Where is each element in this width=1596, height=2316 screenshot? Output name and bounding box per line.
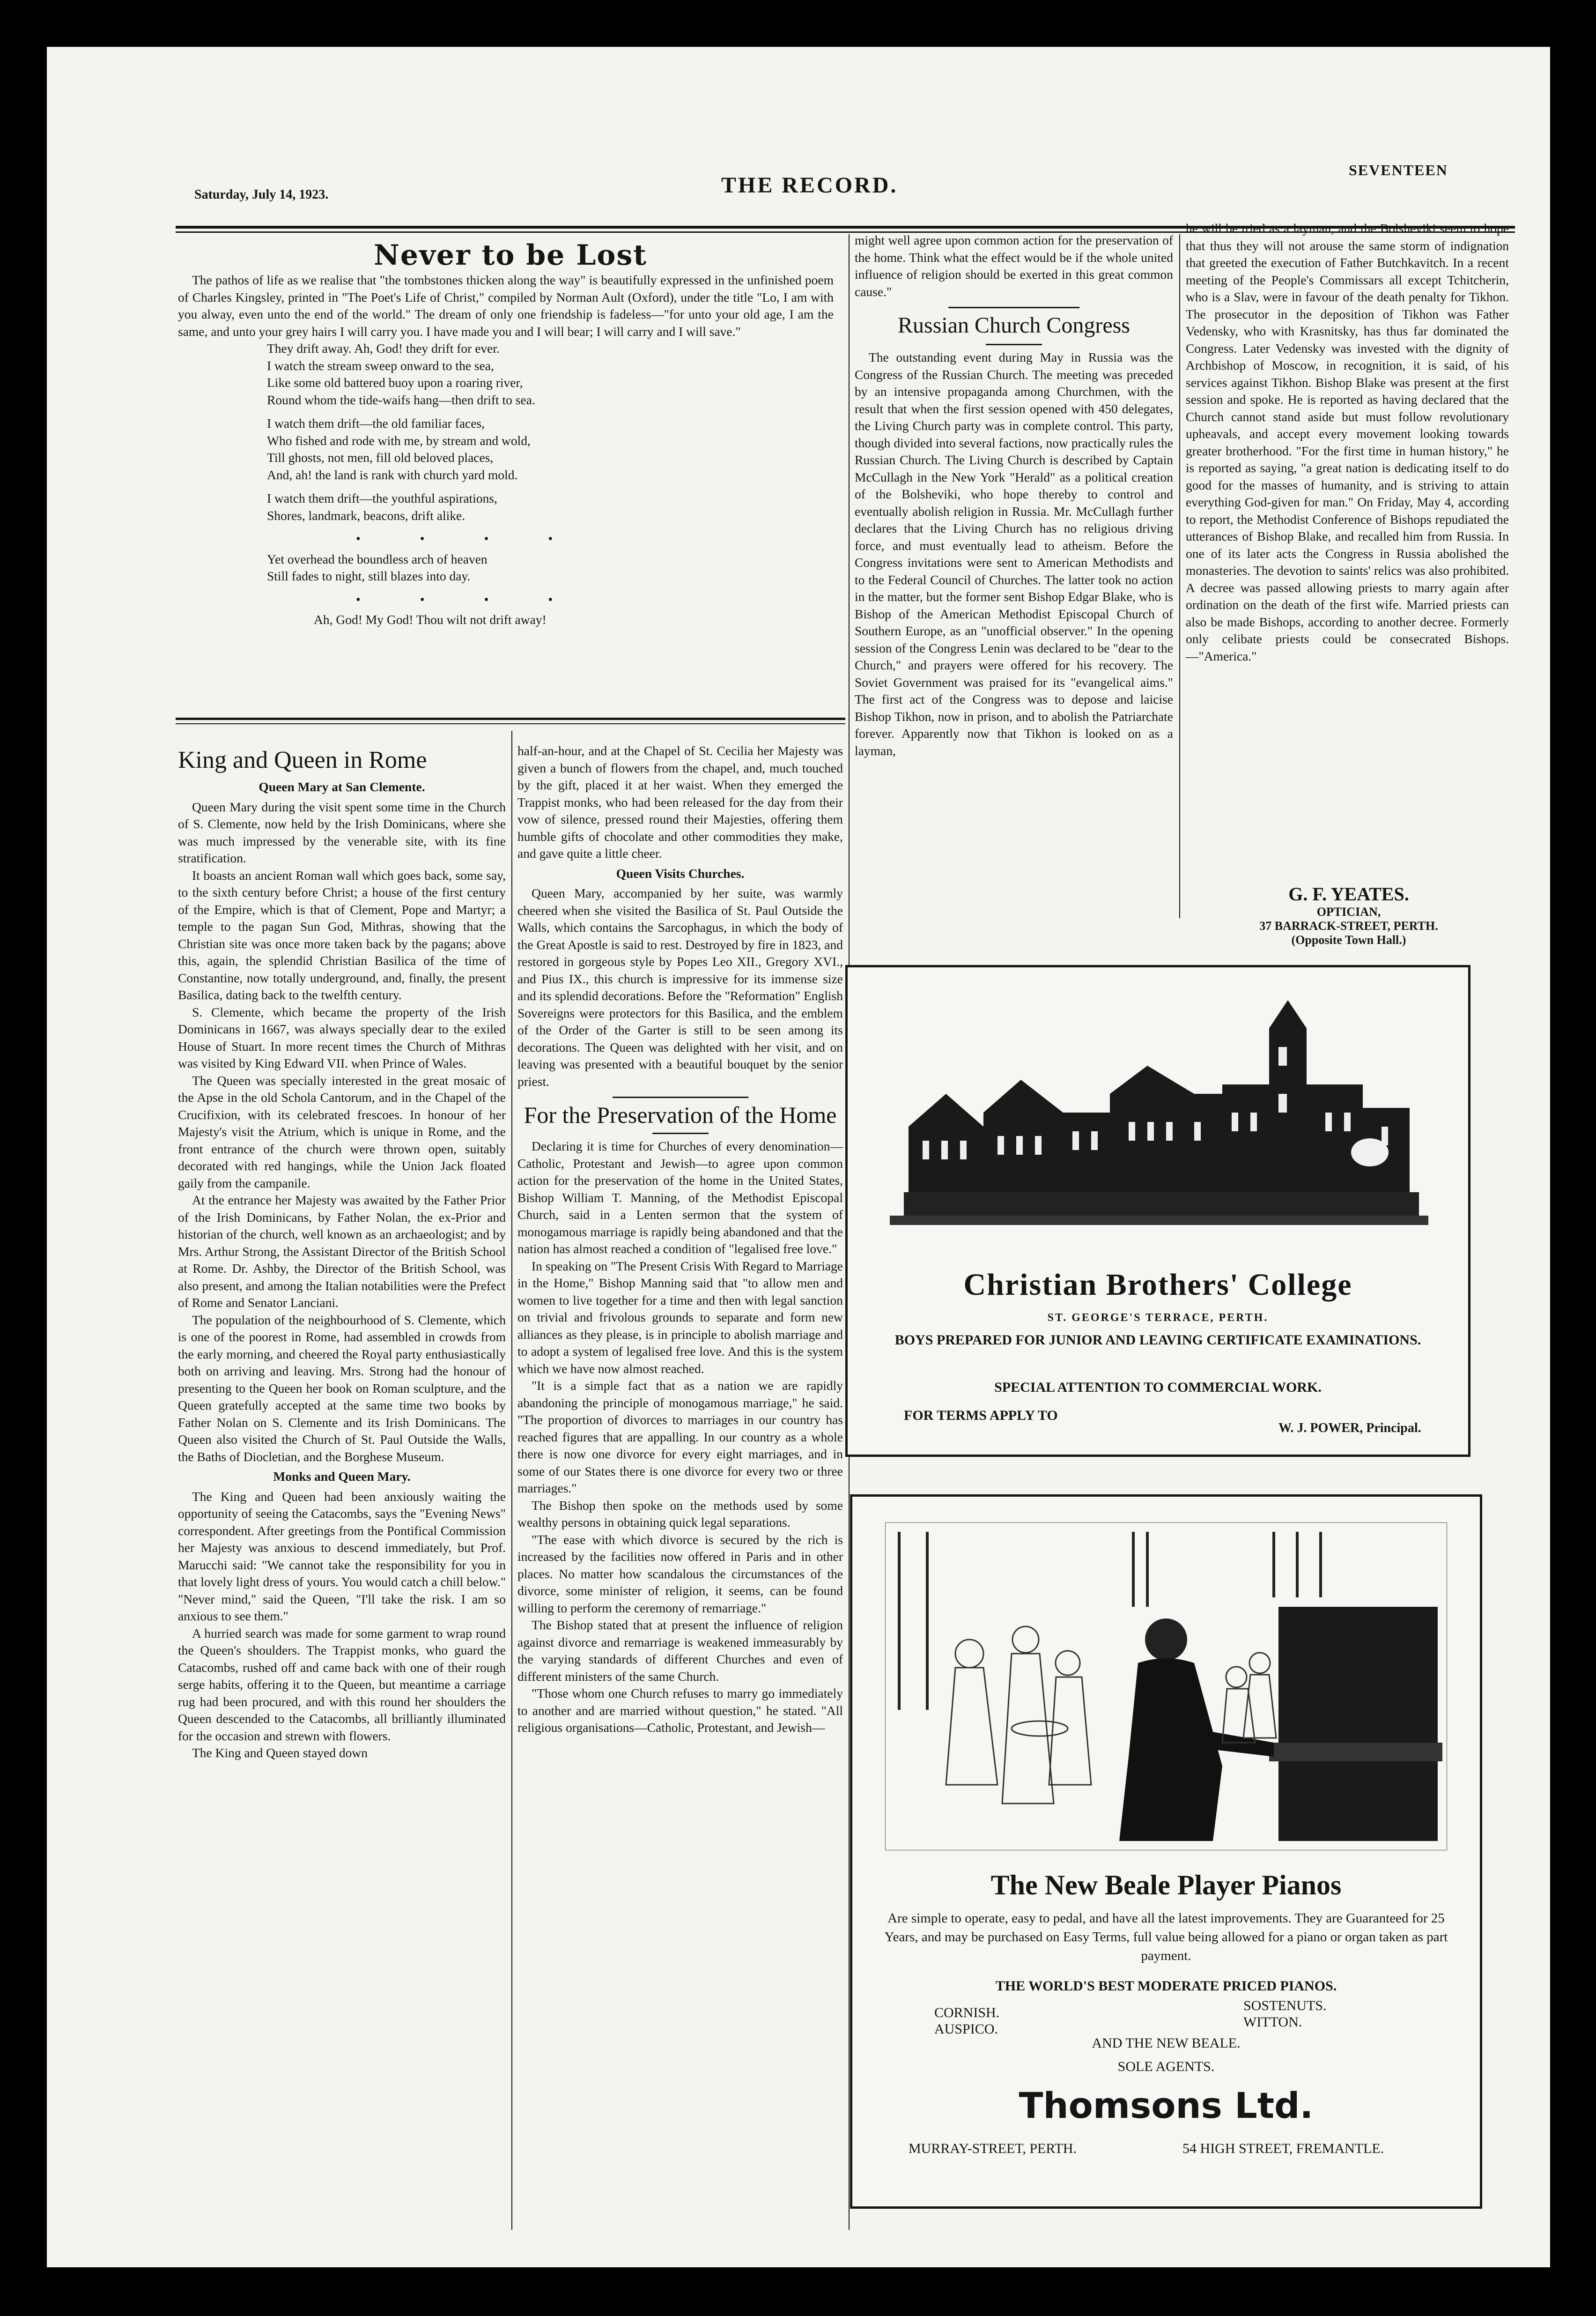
russian-title: Russian Church Congress (898, 313, 1130, 338)
address-perth: MURRAY-STREET, PERTH. (909, 2141, 1077, 2156)
newspaper-page (47, 47, 1550, 2267)
never-lost-title: Never to be Lost (374, 239, 647, 272)
address-fremantle: 54 HIGH STREET, FREMANTLE. (1182, 2141, 1384, 2156)
preservation-end: might well agree upon common action for the preservation of the home. Think what the effect would be if the whole united influence of religion should be exerted in this great common cause." (855, 233, 1173, 299)
college-building-illustration (866, 972, 1447, 1262)
section-rule (176, 718, 845, 720)
subhead-san-clemente: Queen Mary at San Clemente. (259, 779, 425, 794)
poem-ornament: • • • • (356, 532, 581, 546)
college-line-2: SPECIAL ATTENTION TO COMMERCIAL WORK. (994, 1380, 1322, 1395)
piano-title: The New Beale Player Pianos (990, 1870, 1342, 1900)
poem-stanza-2: I watch them drift—the old familiar faces, Who fished and rode with me, by stream and wold, Till ghosts, not men, fill old beloved places, And, ah! the land is rank with church yard mold. (267, 416, 531, 482)
yeates-name: G. F. YEATES. (1288, 883, 1409, 905)
section-rule-2 (176, 723, 845, 724)
king-queen-article: King and Queen in Rome Queen Mary at San Clemente. Queen Mary during the visit spent some time in the Church of S. Clemente, now held by the Irish Dominicans, where she was much impressed by the venerable site, with its fine stratification. It boasts an ancient Roman wall which goes back, some say, to the sixth century before Christ; a house of the first century of the Empire, which is that of Clement, Pope and Martyr; a temple to the pagan Sun God, Mithras, showing that the Christian site was once more taken back by the pagans; above this, again, the splendid Christian Basilica of the time of Constantine, now totally underground, and, finally, the present Basilica, dating back to the twelfth century. S. Clemente, which became the property of the Irish Dominicans in 1667, was always specially dear to the exiled House of Stuart. In more recent times the Church of Mithras was visited by King Edward VII. when Prince of Wales. The Queen was specially interested in the great mosaic of the Apse in the old Schola Cantorum, and in the Chapel of the Crucifixion, with its celebrated frescoes. In honour of her Majesty's visit the Atrium, which is unique in Rome, and the front entrance of the church were thrown open, suitably decorated with red hangings, while the Union Jack floated gaily from the campanile. At the entrance her Majesty was awaited by the Father Prior of the Irish Dominicans, by Father Nolan, the ex-Prior and historian of the church, well known as an archaeologist; and by Mrs. Arthur Strong, the Assistant Director of the British School at Rome. Dr. Ashby, the Director of the British School, was also present, and among the Italian notabilities were the Prefect of Rome and Senator Lanciani. The population of the neighbourhood of S. Clemente, which is one of the poorest in Rome, had assembled in crowds from the early morning, and cheered the Royal party enthusiastically both on arriving and leaving. Mrs. Strong had the honour of presenting to the Queen her book on Roman sculpture, and the Queen gratefully accepted at the same time two books by Father Nolan on S. Clemente and its Irish Dominicans. The Queen also visited the Church of St. Paul Outside the Walls, the Baths of Diocletian, and the Borghese Museum. Monks and Queen Mary. The King and Queen had been anxiously waiting the opportunity of seeing the Catacombs, says the "Evening News" correspondent. After greetings from the Pontifical Commission her Majesty was anxious to descend immediately, but Prof. Marucchi said: "We cannot take the responsibility for you in that lovely light dress of yours. You would catch a chill below." "Never mind," said the Queen, "I'll take the risk. I am so anxious to see them." A hurried search was made for some garment to wrap round the Queen's shoulders. The Trappist monks, who guard the Catacombs, rushed off and came back with one of their rough serge habits, offering it to the Queen, but meantime a carriage rug had been procured, and with this round her shoulders the Queen descended to the Catacombs, all brilliantly illuminated for the occasion and strewn with flowers. The King and Queen stayed down (178, 747, 506, 1760)
college-address: ST. GEORGE'S TERRACE, PERTH. (1047, 1312, 1269, 1324)
king-queen-continued: half-an-hour, and at the Chapel of St. Cecilia her Majesty was given a bunch of flowers from the chapel, and, much touched by the gift, placed it at her waist. When they emerged the Trappist monks, who had been released for the day from their vow of silence, pressed round their Majesties, offering them humble gifts of chocolate and other commodities they make, and gave quite a little cheer. Queen Visits Churches. Queen Mary, accompanied by her suite, was warmly cheered when she visited the Basilica of St. Paul Outside the Walls, which contains the Sarcophagus, in which the body of the Great Apostle is said to rest. Destroyed by fire in 1823, and restored in gorgeous style by Popes Leo XII., Gregory XVI., and Pius IX., this church is impressive for its immense size and its splendid decorations. Before the "Reformation" English Sovereigns were protectors for this Basilica, and the emblem of the Order of the Garter is still to be seen among its decorations. The Queen was delighted with her visit, and on leaving was presented with a beautiful bouquet by the senior priest. For the Preservation of the Home Declaring it is time for Churches of every denomination—Catholic, Protestant and Jewish—to agree upon common action for the preservation of the home in the United States, Bishop William T. Manning, of the Methodist Episcopal Church, said in a Lenten sermon that the system of monogamous marriage is rapidly being abandoned and that the nation has almost reached a condition of "legalised free love." In speaking on "The Present Crisis With Regard to Marriage in the Home," Bishop Manning said that "to allow men and women to live together for a time and then with legal sanction on trivial and frivolous grounds to separate and form new alliances as they please, is in principle to abolish marriage and to adopt a system of legalised free love. And this is the system which we have now almost reached. "It is a simple fact that as a nation we are rapidly abandoning the principle of monogamous marriage," he said. "The proportion of divorces to marriages in our country has reached figures that are appalling. In our country as a whole there is now one divorce for every eight marriages, and in some of our States there is one divorce for every two or three marriages." The Bishop then spoke on the methods used by some wealthy persons in obtaining quick legal separations. "The ease with which divorce is secured by the rich is increased by the facilities now offered in Paris and in other places. No matter how scandalous the circumstances of the divorce, some minister of religion, it seems, can be found willing to perform the ceremony of remarriage." The Bishop stated that at present the influence of religion against divorce and remarriage is weakened immeasurably by the varying standards of different Churches and even of different ministers of the same Church. "Those whom one Church refuses to marry go immediately to another and are married without question," he stated. "All religious organisations—Catholic, Protestant, and Jewish— (517, 743, 843, 1735)
russian-body: The outstanding event during May in Russia was the Congress of the Russian Church. The meeting was preceded by an intensive propaganda among Churchmen, with the result that when the first session opened with 450 delegates, the Living Church party was in complete control. This party, though divided into several factions, now practically rules the Russian Church. The Living Church is described by Captain McCullagh in the New York "Herald" as a political creation of the Bolsheviki, who hope thereby to control and eventually abolish religion in Russia. Mr. McCullagh further declares that the Living Church has no religious driving force, and must eventually lead to atheism. Before the Congress invitations were sent to American Methodists and to the Federal Council of Churches. The latter took no action in the matter, but the former sent Bishop Edgar Blake, who is Bishop of the American Methodist Episcopal Church of Southern Europe, as an "unofficial observer." In the opening session of the Congress Lenin was declared to be "dear to the Church," and prayers were offered for his recovery. The Soviet Government was praised for its "evangelical aims." The first act of the Congress was to depose and laicise Bishop Tikhon, now in prison, and to abolish the Patriarchate forever. Apparently now that Tikhon is looked on as a layman, (855, 350, 1173, 758)
poem-ornament-2: • • • • (356, 592, 581, 607)
college-terms: FOR TERMS APPLY TO (904, 1408, 1058, 1423)
never-lost-intro: The pathos of life as we realise that "the tombstones thicken along the way" is beautifully expressed in the unfinished poem of Charles Kingsley, printed in "The Poet's Life of Christ," compiled by Norman Ault (Oxford), under the title "Lo, I am with you alway, even unto the end of the world." The dream of only one friendship is fadeless—"for unto your old age, I am the same, and unto your grey hairs I will carry you. I have made you and I will bear; I will carry and I will save." (178, 273, 834, 339)
russian-body-continued: he will be tried as a layman, and the Bolsheviki seem to hope that thus they will not arouse the same storm of indignation that greeted the execution of Father Butchkavitch. In a recent meeting of the People's Commissars all except Tchitcherin, who is a Slav, were in favour of the death penalty for Tikhon. The prosecutor in the deposition of Tikhon was Father Vedensky, who with Krasnitsky, has thus far dominated the Congress. Later Vedensky was invested with the dignity of Archbishop of Moscow, in recognition, it is said, of his services against Tikhon. Bishop Blake was present at the first session and spoke. He is reported as having declared that the Church cannot stand aside but must follow revolutionary upheavals, and accept every movement looking towards greater brotherhood. "For the first time in human history," he is reported as saying, "a great nation is dedicating itself to do good for the masses of humanity, and is striving to attain everything God-given for man." On Friday, May 4, according to report, the Methodist Conference of Bishops repudiated the utterances of Bishop Blake, and recalled him from Russia. In one of its later acts the Congress in Russia abolished the monasteries. The devotion to saints' relics was also prohibited. A decree was passed allowing priests to marry again after ordination on the death of the first wife. Married priests can also be made Bishops, according to another decree. Formerly only celibate priests could be consecrated Bishops.—"America." (1186, 221, 1509, 663)
subhead-churches: Queen Visits Churches. (616, 866, 745, 881)
yeates-ad: G. F. YEATES. OPTICIAN, 37 BARRACK-STREET, PERTH. (Opposite Town Hall.) (1190, 883, 1508, 947)
piano-slogan: THE WORLD'S BEST MODERATE PRICED PIANOS. (995, 1978, 1337, 1994)
piano-illustration (885, 1522, 1447, 1850)
college-title: Christian Brothers' College (963, 1268, 1352, 1302)
page-number: SEVENTEEN (1349, 162, 1448, 178)
college-ad (845, 965, 1470, 1457)
preservation-title: For the Preservation of the Home (524, 1102, 837, 1128)
piano-description: Are simple to operate, easy to pedal, and have all the latest improvements. They are Guaranteed for 25 Years, and may be purchased on Easy Terms, full value being allowed for a piano or organ taken as part payment. (884, 1911, 1448, 1963)
column-3 (855, 232, 1173, 759)
column-divider-3 (1179, 234, 1180, 918)
college-line-1: BOYS PREPARED FOR JUNIOR AND LEAVING CERTIFICATE EXAMINATIONS. (894, 1332, 1421, 1348)
poem-stanza-3: I watch them drift—the youthful aspirations, Shores, landmark, beacons, drift alike. (267, 491, 497, 523)
poem-stanza-1: They drift away. Ah, God! they drift for ever. I watch the stream sweep onward to the sea, Like some old battered buoy upon a roaring river, Round whom the tide-waifs hang—then drift to sea. (267, 341, 535, 407)
issue-date: Saturday, July 14, 1923. (194, 187, 329, 202)
brand-cornish: CORNISH. (934, 2005, 1000, 2020)
king-queen-title: King and Queen in Rome (178, 747, 427, 773)
brand-auspico: AUSPICO. (934, 2021, 998, 2037)
column-divider-1 (511, 731, 512, 2230)
brand-witton: WITTON. (1243, 2014, 1302, 2030)
subhead-monks: Monks and Queen Mary. (273, 1469, 411, 1484)
brand-beale: AND THE NEW BEALE. (1092, 2035, 1241, 2051)
piano-ad (850, 1494, 1482, 2209)
poem-stanza-4: Yet overhead the boundless arch of heaven Still fades to night, still blazes into day. (267, 551, 488, 583)
column-4 (1186, 220, 1509, 665)
college-principal: W. J. POWER, Principal. (1278, 1421, 1421, 1435)
poem-stanza-5: Ah, God! My God! Thou wilt not drift away! (314, 612, 547, 627)
never-lost-article (178, 239, 843, 635)
company-name: Thomsons Ltd. (1019, 2085, 1314, 2126)
brand-sostenuts: SOSTENUTS. (1243, 1998, 1327, 2013)
paper-title: THE RECORD. (721, 173, 898, 198)
sole-agents: SOLE AGENTS. (1117, 2059, 1215, 2074)
